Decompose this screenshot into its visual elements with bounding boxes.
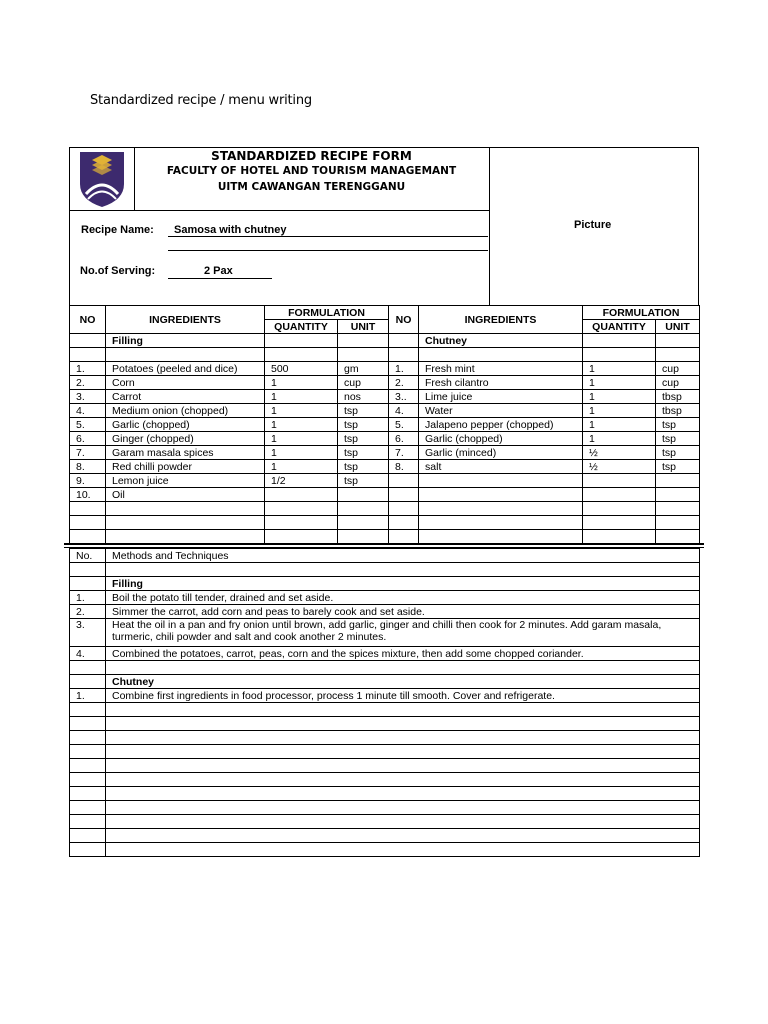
chutney-item-name: Jalapeno pepper (chopped): [419, 418, 583, 432]
ingredient-row: [70, 502, 700, 516]
chutney-item-qty: 1: [583, 390, 656, 404]
method-row: [70, 759, 700, 773]
chutney-item-name: Fresh mint: [419, 362, 583, 376]
chutney-item-qty: 1: [583, 418, 656, 432]
filling-item-no: 10.: [70, 488, 106, 502]
method-step-text: Heat the oil in a pan and fry onion until brown, add garlic, ginger and chilli then cook for 2 minutes. Add garam masala, turmeric, chili powder and salt and cook another 2 minutes.: [106, 619, 700, 647]
method-row: [70, 815, 700, 829]
chutney-item-unit: cup: [656, 362, 700, 376]
serving-underline: [168, 278, 272, 279]
filling-item-no: 9.: [70, 474, 106, 488]
filling-item-unit: tsp: [338, 446, 389, 460]
filling-item-name: Red chilli powder: [106, 460, 265, 474]
ingredient-row: [70, 530, 700, 544]
chutney-item-no: 8.: [389, 460, 419, 474]
recipe-name-value: Samosa with chutney: [174, 224, 287, 236]
chutney-item-unit: tbsp: [656, 390, 700, 404]
filling-item-qty: 1/2: [265, 474, 338, 488]
header-quantity-right: QUANTITY: [583, 320, 656, 334]
filling-item-unit: cup: [338, 376, 389, 390]
method-row: [70, 549, 700, 563]
method-row: [70, 829, 700, 843]
header-no-left: NO: [70, 306, 106, 334]
ingredient-row: [70, 446, 700, 460]
method-step-text: Boil the potato till tender, drained and set aside.: [106, 591, 700, 605]
chutney-item-unit: tsp: [656, 460, 700, 474]
filling-item-qty: 1: [265, 432, 338, 446]
filling-item-unit: gm: [338, 362, 389, 376]
header-ingredients-right: INGREDIENTS: [419, 306, 583, 334]
filling-item-unit: tsp: [338, 474, 389, 488]
ingredient-row: [70, 376, 700, 390]
filling-item-unit: tsp: [338, 404, 389, 418]
chutney-item-no: 7.: [389, 446, 419, 460]
method-no: 2.: [70, 605, 106, 619]
chutney-item-no: 1.: [389, 362, 419, 376]
method-row: [70, 577, 700, 591]
method-step-text: Simmer the carrot, add corn and peas to barely cook and set aside.: [106, 605, 700, 619]
filling-item-no: 4.: [70, 404, 106, 418]
method-row: [70, 843, 700, 857]
filling-item-qty: 1: [265, 390, 338, 404]
ingredient-row: [70, 362, 700, 376]
picture-label: Picture: [574, 219, 612, 231]
filling-item-no: 3.: [70, 390, 106, 404]
header-formulation-right: FORMULATION: [583, 306, 700, 320]
method-no: 3.: [70, 619, 106, 647]
filling-item-qty: 1: [265, 376, 338, 390]
chutney-item-unit: tsp: [656, 418, 700, 432]
filling-item-qty: [265, 488, 338, 502]
filling-item-qty: 1: [265, 446, 338, 460]
method-row: [70, 787, 700, 801]
filling-item-name: Oil: [106, 488, 265, 502]
filling-item-no: 8.: [70, 460, 106, 474]
method-row: [70, 689, 700, 703]
filling-item-no: 1.: [70, 362, 106, 376]
chutney-item-name: salt: [419, 460, 583, 474]
header-quantity-left: QUANTITY: [265, 320, 338, 334]
header-formulation-left: FORMULATION: [265, 306, 389, 320]
methods-header: Methods and Techniques: [106, 549, 700, 563]
filling-item-unit: tsp: [338, 418, 389, 432]
filling-item-qty: 1: [265, 460, 338, 474]
chutney-item-qty: 1: [583, 362, 656, 376]
filling-item-unit: tsp: [338, 432, 389, 446]
filling-item-qty: 1: [265, 418, 338, 432]
chutney-item-no: 4.: [389, 404, 419, 418]
chutney-item-qty: 1: [583, 376, 656, 390]
filling-item-qty: 1: [265, 404, 338, 418]
method-row: [70, 717, 700, 731]
chutney-item-unit: tbsp: [656, 404, 700, 418]
chutney-item-name: Water: [419, 404, 583, 418]
chutney-item-no: 5.: [389, 418, 419, 432]
header-unit-right: UNIT: [656, 320, 700, 334]
method-row: [70, 661, 700, 675]
filling-item-name: Garam masala spices: [106, 446, 265, 460]
method-row: [70, 773, 700, 787]
filling-item-unit: nos: [338, 390, 389, 404]
method-no: 1.: [70, 689, 106, 703]
chutney-item-unit: cup: [656, 376, 700, 390]
recipe-name-label: Recipe Name:: [81, 224, 154, 236]
filling-item-name: Medium onion (chopped): [106, 404, 265, 418]
filling-item-no: 6.: [70, 432, 106, 446]
ingredient-row: [70, 418, 700, 432]
header-ingredients-left: INGREDIENTS: [106, 306, 265, 334]
header-unit-left: UNIT: [338, 320, 389, 334]
chutney-item-name: Garlic (chopped): [419, 432, 583, 446]
filling-item-name: Carrot: [106, 390, 265, 404]
ingredient-row: [70, 488, 700, 502]
chutney-item-no: 6.: [389, 432, 419, 446]
chutney-item-name: Fresh cilantro: [419, 376, 583, 390]
method-row: [70, 591, 700, 605]
chutney-item-qty: ½: [583, 460, 656, 474]
method-no: 4.: [70, 647, 106, 661]
filling-item-name: Lemon juice: [106, 474, 265, 488]
method-row: [70, 619, 700, 647]
method-row: [70, 675, 700, 689]
ingredient-row: [70, 432, 700, 446]
chutney-item-qty: 1: [583, 432, 656, 446]
chutney-section-title: Chutney: [419, 334, 583, 348]
university-logo: [77, 150, 127, 208]
methods-chutney-title: Chutney: [106, 675, 700, 689]
filling-item-name: Ginger (chopped): [106, 432, 265, 446]
ingredient-row: [70, 460, 700, 474]
recipe-name-underline-2: [168, 250, 488, 251]
filling-item-no: 5.: [70, 418, 106, 432]
section-separator: [64, 543, 704, 545]
filling-item-no: 7.: [70, 446, 106, 460]
filling-item-qty: 500: [265, 362, 338, 376]
filling-item-name: Potatoes (peeled and dice): [106, 362, 265, 376]
filling-section-title: Filling: [106, 334, 265, 348]
method-row: [70, 801, 700, 815]
recipe-name-underline: [168, 236, 488, 237]
chutney-item-no: 3..: [389, 390, 419, 404]
faculty-name: FACULTY OF HOTEL AND TOURISM MANAGEMANT: [166, 165, 457, 177]
method-row: [70, 563, 700, 577]
filling-item-name: Garlic (chopped): [106, 418, 265, 432]
method-step-text: Combine first ingredients in food processor, process 1 minute till smooth. Cover and refrigerate.: [106, 689, 700, 703]
form-title: STANDARDIZED RECIPE FORM: [211, 149, 412, 163]
chutney-item-unit: tsp: [656, 432, 700, 446]
header-no-right: NO: [389, 306, 419, 334]
ingredients-table: [69, 305, 700, 544]
campus-name: UITM CAWANGAN TERENGGANU: [217, 181, 406, 193]
filling-item-no: 2.: [70, 376, 106, 390]
chutney-item-name: Garlic (minced): [419, 446, 583, 460]
method-row: [70, 647, 700, 661]
method-no: No.: [70, 549, 106, 563]
serving-label: No.of Serving:: [80, 265, 156, 277]
method-row: [70, 745, 700, 759]
methods-table: [69, 548, 700, 857]
ingredient-row: [70, 404, 700, 418]
chutney-item-qty: ½: [583, 446, 656, 460]
method-no: 1.: [70, 591, 106, 605]
ingredient-row: [70, 474, 700, 488]
method-row: [70, 731, 700, 745]
page-heading: Standardized recipe / menu writing: [90, 93, 312, 108]
chutney-item-name: Lime juice: [419, 390, 583, 404]
filling-item-name: Corn: [106, 376, 265, 390]
chutney-item-qty: 1: [583, 404, 656, 418]
chutney-item-no: 2.: [389, 376, 419, 390]
ingredient-row: [70, 516, 700, 530]
method-row: [70, 605, 700, 619]
method-step-text: Combined the potatoes, carrot, peas, corn and the spices mixture, then add some chopped coriander.: [106, 647, 700, 661]
filling-item-unit: tsp: [338, 460, 389, 474]
methods-filling-title: Filling: [106, 577, 700, 591]
filling-item-unit: [338, 488, 389, 502]
method-row: [70, 703, 700, 717]
chutney-item-unit: tsp: [656, 446, 700, 460]
serving-value: 2 Pax: [204, 265, 233, 277]
ingredient-row: [70, 390, 700, 404]
